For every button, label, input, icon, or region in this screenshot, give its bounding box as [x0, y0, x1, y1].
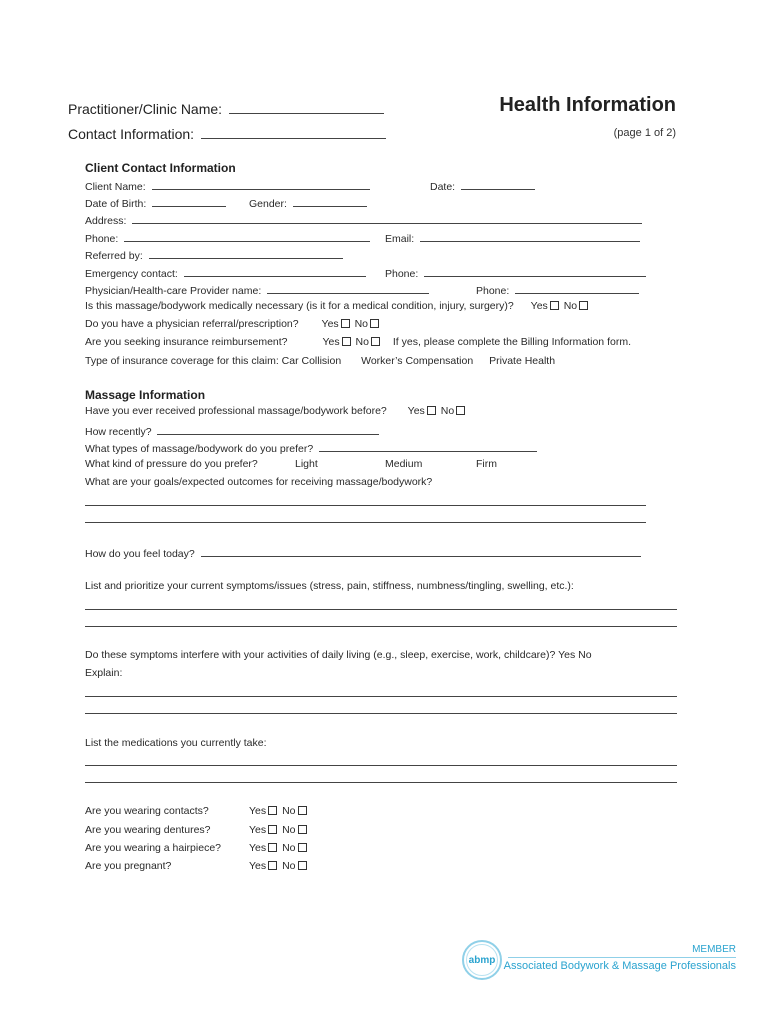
physician-label: Physician/Health-care Provider name:: [85, 285, 262, 297]
insurance-no-checkbox[interactable]: [371, 337, 380, 346]
yes-label: Yes: [321, 318, 339, 330]
emergency-phone-label: Phone:: [385, 268, 419, 280]
gender-input[interactable]: [293, 195, 367, 207]
page-indicator: (page 1 of 2): [613, 127, 676, 139]
contacts-yes-checkbox[interactable]: [268, 806, 277, 815]
hairpiece-options: [249, 842, 309, 854]
referral-label: Do you have a physician referral/prescription?: [85, 318, 299, 330]
pregnant-yes-checkbox[interactable]: [268, 861, 277, 870]
contact-info-input[interactable]: [201, 124, 386, 139]
yes-label: Yes: [530, 300, 548, 312]
abmp-logo-inner: [466, 944, 498, 976]
yes-label: Yes: [322, 336, 340, 348]
pregnant-options: [249, 860, 309, 872]
emergency-contact-label: Emergency contact:: [85, 268, 178, 280]
referred-by-label: Referred by:: [85, 250, 143, 262]
explain-input-line-2[interactable]: [85, 713, 677, 714]
types-input[interactable]: [319, 440, 537, 452]
insurance-note: If yes, please complete the Billing Information form.: [392, 336, 631, 348]
contacts-no-checkbox[interactable]: [298, 806, 307, 815]
footer-rule: [508, 957, 736, 958]
no-label: No: [563, 300, 578, 312]
gender-field: [249, 195, 367, 210]
goals-input-line-2[interactable]: [85, 522, 646, 523]
no-label: No: [355, 336, 369, 348]
hairpiece-label: Are you wearing a hairpiece?: [85, 842, 221, 854]
coverage-type-label[interactable]: Type of insurance coverage for this claim: Car Collision: [85, 355, 342, 367]
yes-label: Yes: [249, 860, 267, 872]
email-label: Email:: [385, 233, 415, 245]
explain-label: Explain:: [85, 667, 123, 679]
gender-label: Gender:: [249, 198, 287, 210]
received-before-no-checkbox[interactable]: [456, 406, 465, 415]
insurance-label: Are you seeking insurance reimbursement?: [85, 336, 288, 348]
address-input[interactable]: [132, 212, 642, 224]
phone-label: Phone:: [85, 233, 119, 245]
client-contact-heading: Client Contact Information: [85, 161, 236, 175]
date-input[interactable]: [461, 178, 535, 190]
client-name-input[interactable]: [152, 178, 370, 190]
received-before-question: [85, 405, 467, 417]
pregnant-no-checkbox[interactable]: [298, 861, 307, 870]
emergency-contact-field: [85, 265, 366, 280]
emergency-phone-input[interactable]: [424, 265, 646, 277]
yes-label: Yes: [249, 824, 267, 836]
physician-phone-input[interactable]: [515, 282, 639, 294]
no-label: No: [282, 805, 296, 817]
emergency-contact-input[interactable]: [184, 265, 366, 277]
practitioner-field: [68, 99, 384, 117]
date-field: [430, 178, 535, 193]
phone-field: [85, 230, 370, 245]
client-name-field: [85, 178, 370, 193]
referral-question: [85, 318, 381, 330]
medications-input-line-1[interactable]: [85, 765, 677, 766]
coverage-private-option[interactable]: Private Health: [489, 355, 556, 367]
received-before-yes-checkbox[interactable]: [427, 406, 436, 415]
referral-yes-checkbox[interactable]: [341, 319, 350, 328]
received-before-label: Have you ever received professional massage/bodywork before?: [85, 405, 387, 417]
no-label: No: [282, 824, 296, 836]
contact-info-field: [68, 124, 386, 142]
how-recently-input[interactable]: [157, 423, 379, 435]
dentures-no-checkbox[interactable]: [298, 825, 307, 834]
medications-label: List the medications you currently take:: [85, 737, 267, 749]
member-label: MEMBER: [692, 944, 736, 955]
email-input[interactable]: [420, 230, 640, 242]
referred-by-input[interactable]: [149, 247, 343, 259]
dob-input[interactable]: [152, 195, 226, 207]
abmp-logo-text: abmp: [468, 954, 496, 966]
phone-input[interactable]: [124, 230, 370, 242]
pregnant-label: Are you pregnant?: [85, 860, 172, 872]
medically-necessary-yes-checkbox[interactable]: [550, 301, 559, 310]
feel-today-label: How do you feel today?: [85, 548, 195, 560]
dob-label: Date of Birth:: [85, 198, 147, 210]
massage-info-heading: Massage Information: [85, 388, 206, 402]
emergency-phone-field: [385, 265, 646, 280]
insurance-question: [85, 336, 631, 348]
no-label: No: [282, 860, 296, 872]
practitioner-input[interactable]: [229, 99, 384, 114]
page-title: Health Information: [499, 94, 676, 116]
pressure-label: What kind of pressure do you prefer?: [85, 458, 258, 470]
medically-necessary-label: Is this massage/bodywork medically necessary (is it for a medical condition, injury, surgery)?: [85, 300, 514, 312]
dentures-yes-checkbox[interactable]: [268, 825, 277, 834]
referral-no-checkbox[interactable]: [370, 319, 379, 328]
no-label: No: [354, 318, 369, 330]
hairpiece-yes-checkbox[interactable]: [268, 843, 277, 852]
goals-label: What are your goals/expected outcomes for receiving massage/bodywork?: [85, 476, 433, 488]
pressure-medium-option[interactable]: Medium: [385, 458, 423, 470]
contacts-label: Are you wearing contacts?: [85, 805, 209, 817]
pressure-light-option[interactable]: Light: [295, 458, 318, 470]
how-recently-label: How recently?: [85, 426, 152, 438]
address-field: [85, 212, 642, 227]
client-name-label: Client Name:: [85, 181, 146, 193]
medically-necessary-no-checkbox[interactable]: [579, 301, 588, 310]
practitioner-label: Practitioner/Clinic Name:: [68, 101, 223, 117]
contact-info-label: Contact Information:: [68, 126, 195, 142]
association-name: Associated Bodywork & Massage Professionals: [503, 960, 736, 972]
goals-input-line-1[interactable]: [85, 505, 646, 506]
no-label: No: [282, 842, 296, 854]
feel-today-field: [85, 545, 641, 560]
yes-label: Yes: [249, 805, 267, 817]
types-field: [85, 440, 537, 455]
pressure-firm-option[interactable]: Firm: [476, 458, 497, 470]
interfere-label: Do these symptoms interfere with your activities of daily living (e.g., sleep, exercise, work, childcare)? Yes No: [85, 649, 592, 661]
contacts-options: [249, 805, 309, 817]
hairpiece-no-checkbox[interactable]: [298, 843, 307, 852]
referred-by-field: [85, 247, 343, 262]
dentures-options: [249, 824, 309, 836]
symptoms-input-line-2[interactable]: [85, 626, 677, 627]
coverage-type-row: [85, 355, 555, 367]
physician-field: [85, 282, 429, 297]
dentures-label: Are you wearing dentures?: [85, 824, 211, 836]
symptoms-input-line-1[interactable]: [85, 609, 677, 610]
medications-input-line-2[interactable]: [85, 782, 677, 783]
yes-label: Yes: [407, 405, 425, 417]
medically-necessary-question: [85, 300, 590, 312]
physician-phone-label: Phone:: [476, 285, 510, 297]
email-field: [385, 230, 640, 245]
yes-label: Yes: [249, 842, 267, 854]
how-recently-field: [85, 423, 379, 438]
no-label: No: [440, 405, 455, 417]
insurance-yes-checkbox[interactable]: [342, 337, 351, 346]
coverage-workers-option[interactable]: Worker’s Compensation: [361, 355, 474, 367]
explain-input-line-1[interactable]: [85, 696, 677, 697]
dob-field: [85, 195, 226, 210]
physician-input[interactable]: [267, 282, 429, 294]
address-label: Address:: [85, 215, 127, 227]
types-label: What types of massage/bodywork do you prefer?: [85, 443, 314, 455]
feel-today-input[interactable]: [201, 545, 641, 557]
physician-phone-field: [476, 282, 639, 297]
symptoms-label: List and prioritize your current symptoms/issues (stress, pain, stiffness, numbness/tingling, swelling, etc.):: [85, 580, 574, 592]
date-label: Date:: [430, 181, 456, 193]
